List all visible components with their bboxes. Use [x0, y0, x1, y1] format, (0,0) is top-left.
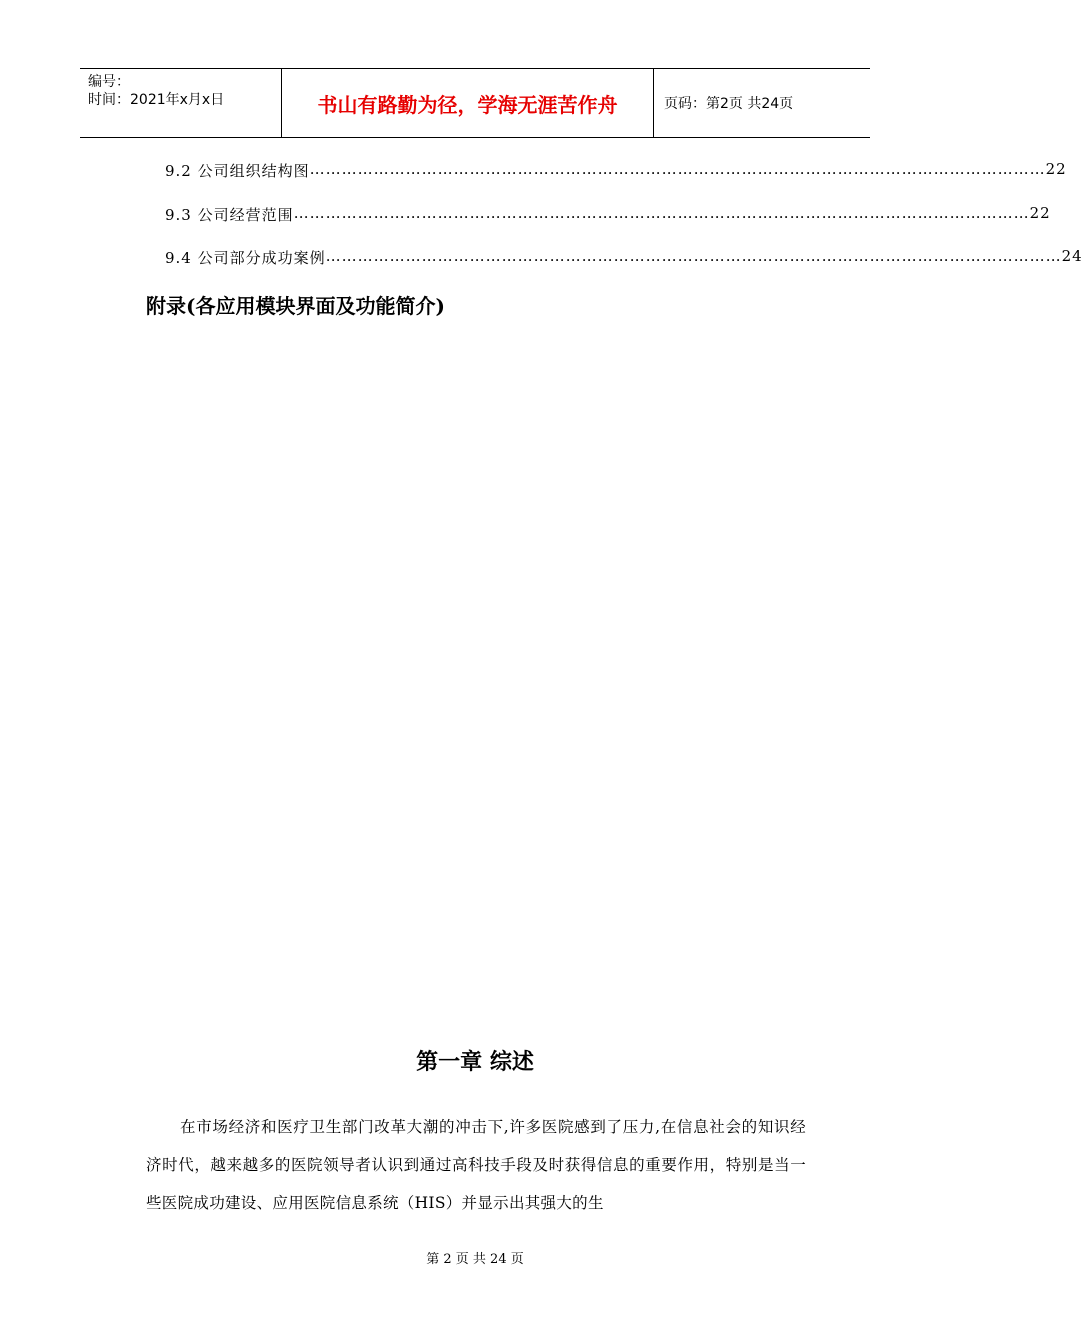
toc-entry[interactable] — [165, 160, 1067, 181]
header-page-info: 页码：第2页 共24页 — [664, 96, 794, 112]
toc-entry[interactable] — [165, 204, 1051, 225]
page-header — [80, 68, 870, 138]
toc-entry-page: 22 — [1045, 160, 1067, 178]
toc-entry-title: 9.2 公司组织结构图 — [165, 162, 310, 180]
toc-leader-dots: ………………………………………………………………………………………………………………………… — [325, 247, 1062, 265]
header-motto: 书山有路勤为径，学海无涯苦作舟 — [282, 69, 654, 137]
toc-entry-page: 24 — [1061, 247, 1083, 265]
chapter-title: 第一章 综述 — [416, 1049, 534, 1075]
toc-entry[interactable] — [165, 247, 1083, 268]
toc-entry-title: 9.4 公司部分成功案例 — [165, 249, 326, 267]
body-paragraph: 在市场经济和医疗卫生部门改革大潮的冲击下,许多医院感到了压力,在信息社会的知识经济时代，越来越多的医院领导者认识到通过高科技手段及时获得信息的重要作用，特别是当一些医院成功建设、应用医院信息系统（HIS）并显示出其强大的生 — [146, 1118, 806, 1212]
toc-entry-page: 22 — [1029, 204, 1051, 222]
toc-leader-dots: ………………………………………………………………………………………………………………………… — [293, 204, 1030, 222]
document-time-label: 时间：2021年x月x日 — [88, 92, 225, 108]
toc-leader-dots: ………………………………………………………………………………………………………………………… — [309, 160, 1046, 178]
document-number-label: 编号： — [88, 74, 130, 90]
header-meta — [80, 69, 282, 137]
page-footer: 第 2 页 共 24 页 — [426, 1252, 524, 1267]
appendix-heading: 附录(各应用模块界面及功能简介) — [146, 294, 445, 318]
toc-entry-title: 9.3 公司经营范围 — [165, 206, 294, 224]
